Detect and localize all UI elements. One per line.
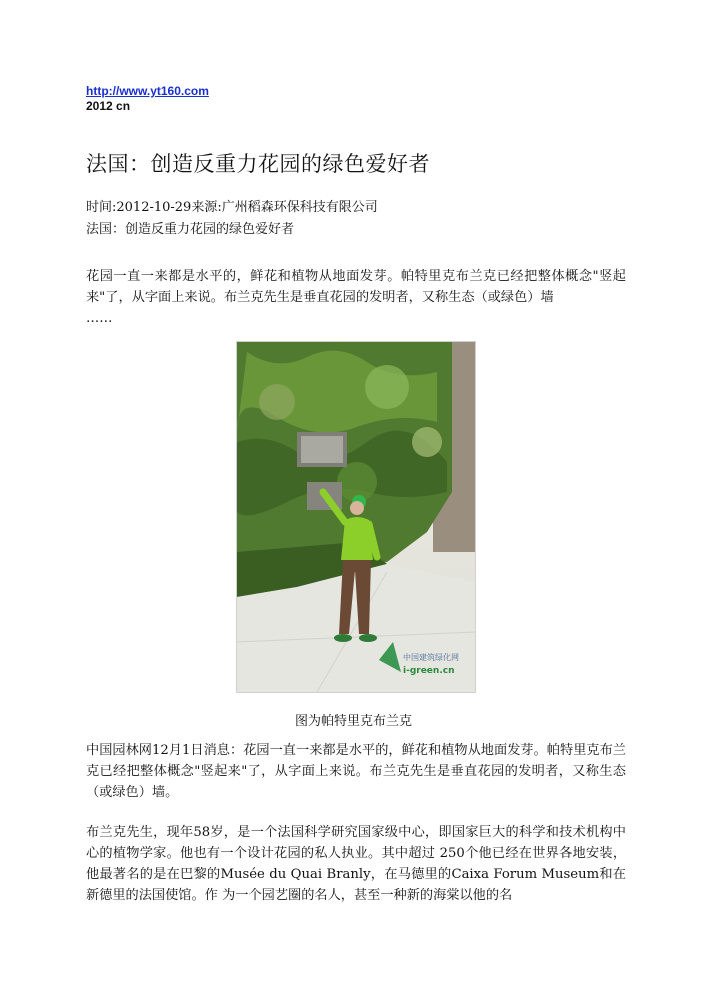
intro-paragraph	[86, 266, 626, 329]
header-year: 2012 cn	[86, 99, 131, 113]
watermark-top-text: 中国建筑绿化网	[403, 653, 459, 662]
body-paragraph-3: 布兰克先生，现年58岁，是一个法国科学研究国家级中心，即国家巨大的科学和技术机构中心的植物学家。他也有一个设计花园的私人执业。其中超过 250个他已经在世界各地安装，他最著名的是在巴黎的Musée du Quai Branly，在马德里的Caixa Forum Museum和在新德里的法国使馆。作 为一个园艺圈的名人，甚至一种新的海棠以他的名	[86, 825, 626, 903]
article-subtitle: 法国：创造反重力花园的绿色爱好者	[86, 222, 295, 237]
intro-text: 花园一直一来都是水平的，鲜花和植物从地面发芽。帕特里克布兰克已经把整体概念"竖起来"了，从字面上来说。布兰克先生是垂直花园的发明者，又称生态（或绿色）墙	[86, 269, 626, 305]
source-link[interactable]: http://www.yt160.com	[86, 84, 209, 98]
article-meta: 时间:2012-10-29来源:广州稻森环保科技有限公司	[86, 200, 378, 215]
body-paragraph-2: 中国园林网12月1日消息：花园一直一来都是水平的，鲜花和植物从地面发芽。帕特里克布兰克已经把整体概念"竖起来"了，从字面上来说。布兰克先生是垂直花园的发明者，又称生态（或绿色）墙。	[86, 743, 626, 800]
intro-ellipsis: ……	[86, 311, 113, 326]
vertical-garden-illustration	[237, 342, 475, 692]
watermark-bottom-text: i-green.cn	[403, 666, 455, 676]
article-photo	[236, 341, 476, 693]
photo-caption: 图为帕特里克布兰克	[294, 714, 412, 729]
article-title: 法国：创造反重力花园的绿色爱好者	[86, 152, 430, 176]
